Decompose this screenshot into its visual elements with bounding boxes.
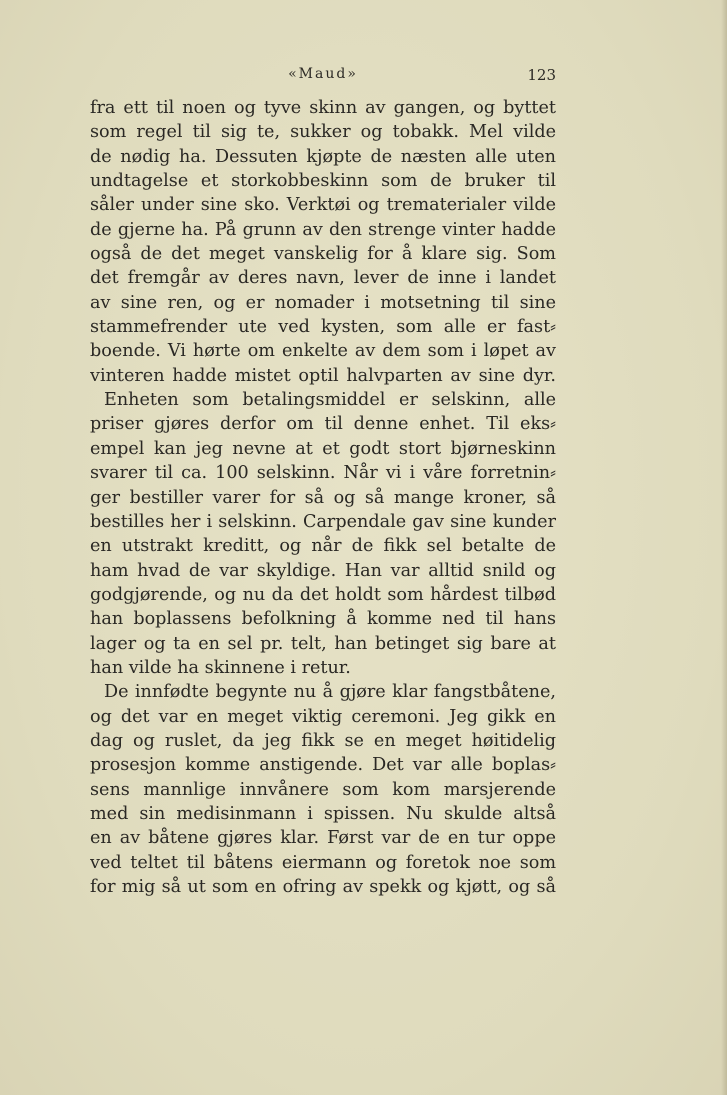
text-line: dag og ruslet, da jeg fikk se en meget høitidelig [90,730,556,751]
text-line: såler under sine sko. Verktøi og trematerialer vilde [90,195,556,216]
text-line: som regel til sig te, sukker og tobakk. Mel vilde [90,122,556,143]
text-line: fra ett til noen og tyve skinn av gangen, og byttet [90,98,556,118]
page-edge-shadow [721,0,727,1095]
text-line: svarer til ca. 100 selskinn. Når vi i våre forretnin⸗ [90,463,556,484]
text-line: ger bestiller varer for så og så mange kroner, så [90,487,556,508]
body-text [90,96,556,899]
text-line: lager og ta en sel pr. telt, han betinget sig bare at [90,633,556,654]
text-line: det fremgår av deres navn, lever de inne i landet [90,268,556,289]
text-line: de gjerne ha. På grunn av den strenge vinter hadde [90,219,556,240]
text-line: bestilles her i selskinn. Carpendale gav sine kunder [90,511,556,532]
text-line: for mig så ut som en ofring av spekk og kjøtt, og så [90,877,556,897]
text-line: undtagelse et storkobbeskinn som de bruker til [90,171,556,192]
text-line: boende. Vi hørte om enkelte av dem som i løpet av [90,341,556,362]
text-line: med sin medisinmann i spissen. Nu skulde altså [90,803,556,824]
text-line: priser gjøres derfor om til denne enhet. Til eks⸗ [90,414,556,435]
text-line: en utstrakt kreditt, og når de fikk sel betalte de [90,536,556,557]
text-line: av sine ren, og er nomader i motsetning til sine [90,292,556,313]
text-line: de nødig ha. Dessuten kjøpte de næsten alle uten [90,146,556,167]
text-line: empel kan jeg nevne at et godt stort bjørneskinn [90,438,556,459]
text-line: ham hvad de var skyldige. Han var alltid snild og [90,560,556,581]
page-header [90,64,556,84]
text-line: han vilde ha skinnene i retur. [90,657,351,678]
text-line: og det var en meget viktig ceremoni. Jeg gikk en [90,706,556,727]
text-line: De innfødte begynte nu å gjøre klar fangstbåtene, [104,682,556,703]
page-number: 123 [527,66,556,84]
text-line: sens mannlige innvånere som kom marsjerende [90,779,556,800]
text-line: ved teltet til båtens eiermann og foretok noe som [90,852,556,873]
text-line: han boplassens befolkning å komme ned til hans [90,609,556,630]
text-line: Enheten som betalingsmiddel er selskinn, alle [104,390,556,411]
text-line: prosesjon komme anstigende. Det var alle boplas⸗ [90,755,556,776]
text-line: også de det meget vanskelig for å klare sig. Som [90,244,556,265]
running-title: «Maud» [288,66,358,82]
text-line: stammefrender ute ved kysten, som alle er fast⸗ [90,317,556,338]
text-line: vinteren hadde mistet optil halvparten av sine dyr. [90,365,556,386]
text-line: godgjørende, og nu da det holdt som hårdest tilbød [90,584,556,605]
text-line: en av båtene gjøres klar. Først var de en tur oppe [90,828,556,849]
